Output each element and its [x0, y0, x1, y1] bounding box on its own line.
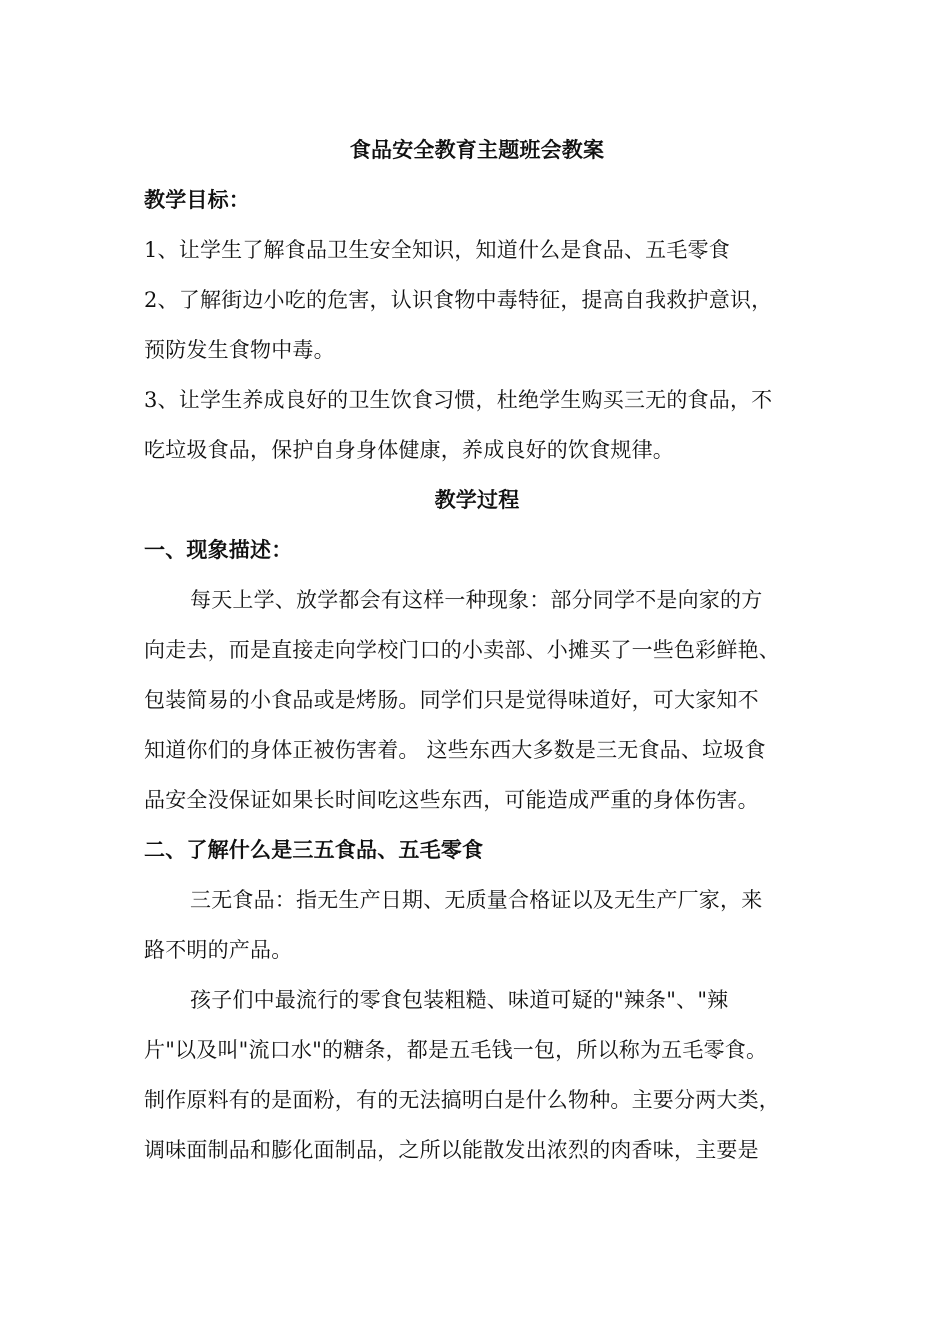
process-heading: 教学过程 — [434, 488, 520, 512]
document-title: 食品安全教育主题班会教案 — [349, 138, 605, 162]
paragraph-line: 调味面制品和膨化面制品，之所以能散发出浓烈的肉香味，主要是 — [144, 1138, 759, 1162]
paragraph-line: 每天上学、放学都会有这样一种现象：部分同学不是向家的方 — [190, 588, 763, 612]
paragraph-line: 孩子们中最流行的零食包装粗糙、味道可疑的"辣条"、"辣 — [190, 988, 729, 1012]
section-2-heading: 二、了解什么是三五食品、五毛零食 — [144, 838, 484, 862]
paragraph-line: 制作原料有的是面粉，有的无法搞明白是什么物种。主要分两大类， — [144, 1088, 780, 1112]
paragraph-line: 知道你们的身体正被伤害着。 这些东西大多数是三无食品、垃圾食 — [144, 738, 766, 762]
objective-3-line-1: 3、让学生养成良好的卫生饮食习惯，杜绝学生购买三无的食品，不 — [144, 388, 773, 412]
section-1-heading: 一、现象描述： — [144, 538, 293, 562]
paragraph-line: 包装简易的小食品或是烤肠。同学们只是觉得味道好，可大家知不 — [144, 688, 759, 712]
document-page — [144, 125, 810, 1175]
objective-3-line-2: 吃垃圾食品，保护自身身体健康，养成良好的饮食规律。 — [144, 438, 674, 462]
paragraph-line: 路不明的产品。 — [144, 938, 293, 962]
objective-1: 1、让学生了解食品卫生安全知识，知道什么是食品、五毛零食 — [144, 238, 730, 262]
paragraph-line: 品安全没保证如果长时间吃这些东西，可能造成严重的身体伤害。 — [144, 788, 759, 812]
objective-2-line-1: 2、了解街边小吃的危害，认识食物中毒特征，提高自我救护意识， — [144, 288, 773, 312]
paragraph-line: 三无食品：指无生产日期、无质量合格证以及无生产厂家，来 — [190, 888, 763, 912]
objective-2-line-2: 预防发生食物中毒。 — [144, 338, 335, 362]
objectives-heading: 教学目标： — [144, 188, 250, 212]
paragraph-line: 向走去，而是直接走向学校门口的小卖部、小摊买了一些色彩鲜艳、 — [144, 638, 780, 662]
paragraph-line: 片"以及叫"流口水"的糖条，都是五毛钱一包，所以称为五毛零食。 — [144, 1038, 768, 1062]
